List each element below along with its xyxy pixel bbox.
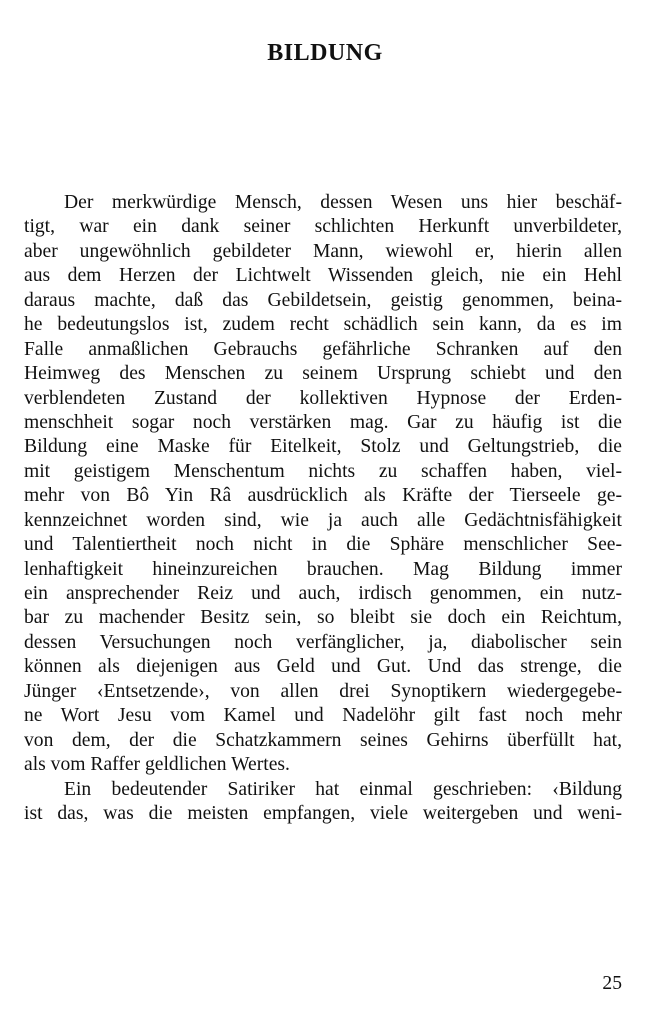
text-line: tigt, war ein dank seiner schlichten Herkunft unverbildeter, bbox=[24, 216, 622, 238]
text-line: ne Wort Jesu vom Kamel und Nadelöhr gilt fast noch mehr bbox=[24, 705, 622, 727]
text-line: mehr von Bô Yin Râ ausdrücklich als Kräfte der Tierseele ge- bbox=[24, 485, 622, 507]
text-line: verblendeten Zustand der kollektiven Hypnose der Erden- bbox=[24, 387, 622, 409]
text-line: aber ungewöhnlich gebildeter Mann, wiewohl er, hierin allen bbox=[24, 240, 622, 262]
text-line: Falle anmaßlichen Gebrauchs gefährliche Schranken auf den bbox=[24, 338, 622, 360]
page-title: BILDUNG bbox=[267, 40, 383, 67]
text-line: menschheit sogar noch verstärken mag. Gar zu häufig ist die bbox=[24, 411, 622, 433]
text-line: lenhaftigkeit hineinzureichen brauchen. Mag Bildung immer bbox=[24, 558, 622, 580]
text-line: Der merkwürdige Mensch, dessen Wesen uns hier beschäf- bbox=[64, 192, 622, 213]
text-line: Heimweg des Menschen zu seinem Ursprung schiebt und den bbox=[24, 363, 622, 385]
text-line: von dem, der die Schatzkammern seines Gehirns überfüllt hat, bbox=[24, 729, 622, 751]
body-text bbox=[24, 191, 622, 826]
text-line: kennzeichnet worden sind, wie ja auch alle Gedächtnisfähigkeit bbox=[24, 509, 622, 531]
text-line: als vom Raffer geldlichen Wertes. bbox=[24, 754, 290, 776]
text-line: Bildung eine Maske für Eitelkeit, Stolz und Geltungstrieb, die bbox=[24, 436, 622, 458]
text-line: daraus machte, daß das Gebildetsein, geistig genommen, beina- bbox=[24, 289, 622, 311]
text-line: ist das, was die meisten empfangen, viele weitergeben und weni- bbox=[24, 802, 622, 824]
text-line: ein ansprechender Reiz und auch, irdisch genommen, ein nutz- bbox=[24, 583, 622, 604]
text-line: bar zu machender Besitz sein, so bleibt sie doch ein Reichtum, bbox=[24, 607, 622, 629]
text-line: mit geistigem Menschentum nichts zu schaffen haben, viel- bbox=[24, 460, 622, 482]
text-line: Jünger ‹Entsetzende›, von allen drei Synoptikern wiedergegebe- bbox=[24, 680, 622, 702]
text-line: aus dem Herzen der Lichtwelt Wissenden gleich, nie ein Hehl bbox=[24, 265, 622, 287]
text-line: he bedeutungslos ist, zudem recht schädlich sein kann, da es im bbox=[24, 314, 622, 336]
text-line: können als diejenigen aus Geld und Gut. Und das strenge, die bbox=[24, 656, 622, 678]
text-line: und Talentiertheit noch nicht in die Sphäre menschlicher See- bbox=[24, 534, 622, 556]
text-line: Ein bedeutender Satiriker hat einmal geschrieben: ‹Bildung bbox=[64, 778, 622, 800]
text-line: dessen Versuchungen noch verfänglicher, ja, diabolischer sein bbox=[24, 631, 622, 653]
page-number: 25 bbox=[602, 973, 622, 994]
